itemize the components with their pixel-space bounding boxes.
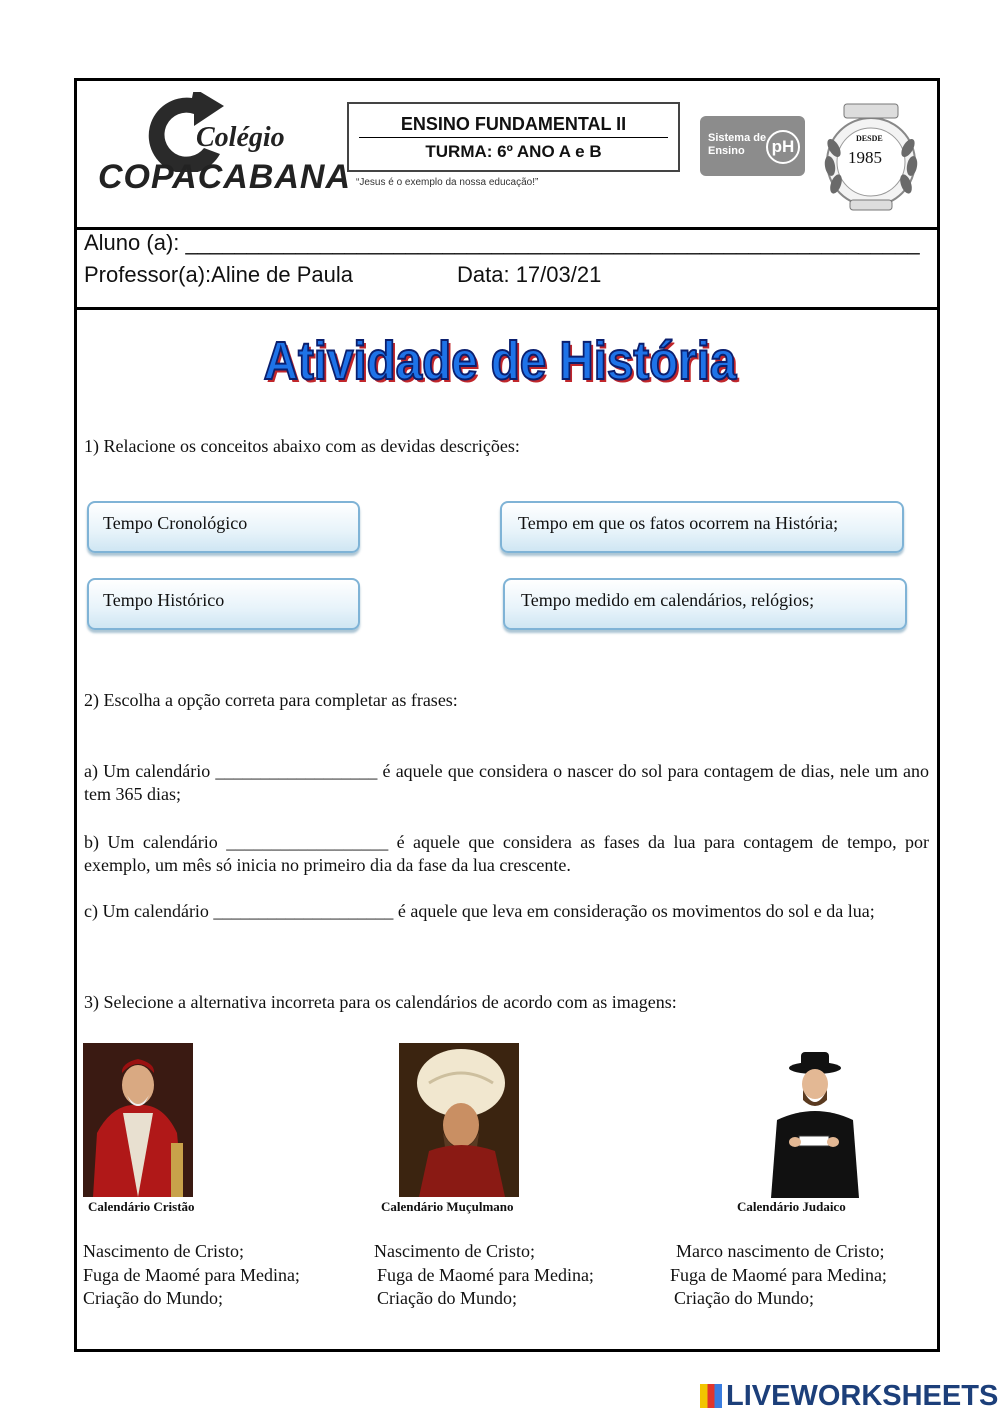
question-2c[interactable]: c) Um calendário ____________________ é aquele que leva em consideração os movimentos do sol e da lua; — [84, 901, 875, 921]
options-christian — [83, 1240, 300, 1311]
date-label: Data: 17/03/21 — [457, 262, 602, 287]
rabbi-photo-image — [765, 1050, 865, 1198]
question-2-prompt: 2) Escolha a opção correta para completar as frases: — [84, 690, 458, 710]
school-name-line2: COPACABANA — [98, 158, 352, 196]
school-motto: “Jesus é o exemplo da nossa educação!” — [356, 177, 539, 188]
question-3-prompt: 3) Selecione a alternativa incorreta para os calendários de acordo com as imagens: — [84, 992, 677, 1012]
sultan-portrait-image — [399, 1043, 519, 1197]
seal-year: 1985 — [848, 148, 882, 167]
question-2a[interactable]: a) Um calendário __________________ é aquele que considera o nascer do sol para contagem de dias, nele um ano tem 365 dias; — [84, 761, 929, 804]
page-title: Atividade de História — [263, 331, 737, 391]
seal-top-text: DESDE — [856, 134, 883, 143]
class-info-box — [347, 102, 680, 172]
options-jewish — [670, 1240, 887, 1311]
option-jewish-2[interactable]: Fuga de Maomé para Medina; — [670, 1264, 887, 1285]
option-christian-3[interactable]: Criação do Mundo; — [83, 1288, 223, 1308]
school-name-line1: Colégio — [196, 122, 285, 153]
teacher-name: Professor(a):Aline de Paula — [84, 262, 354, 287]
caption-muslim: Calendário Muçulmano — [381, 1199, 514, 1214]
description-card-1[interactable]: Tempo em que os fatos ocorrem na História; — [500, 501, 904, 553]
caption-jewish: Calendário Judaico — [737, 1199, 846, 1214]
option-christian-2[interactable]: Fuga de Maomé para Medina; — [83, 1264, 300, 1285]
option-christian-1[interactable]: Nascimento de Cristo; — [83, 1241, 244, 1261]
system-label: Sistema de Ensino — [708, 132, 767, 157]
liveworksheets-icon — [700, 1384, 722, 1408]
ph-system-logo — [700, 116, 805, 176]
option-muslim-3[interactable]: Criação do Mundo; — [377, 1288, 517, 1308]
caption-christian: Calendário Cristão — [88, 1199, 195, 1214]
info-divider — [74, 307, 940, 310]
pope-portrait-image — [83, 1043, 193, 1197]
school-seal — [812, 98, 930, 216]
option-jewish-1[interactable]: Marco nascimento de Cristo; — [676, 1241, 885, 1261]
description-card-2[interactable]: Tempo medido em calendários, relógios; — [503, 578, 907, 630]
option-muslim-1[interactable]: Nascimento de Cristo; — [374, 1241, 535, 1261]
liveworksheets-logo — [700, 1380, 998, 1413]
options-muslim — [374, 1240, 594, 1311]
ph-icon: pH — [766, 130, 800, 164]
education-level: ENSINO FUNDAMENTAL II — [400, 114, 627, 134]
brand-text: LIVEWORKSHEETS — [726, 1380, 999, 1412]
box-separator — [359, 137, 668, 138]
option-jewish-3[interactable]: Criação do Mundo; — [674, 1288, 814, 1308]
concept-card-historico[interactable]: Tempo Histórico — [87, 578, 360, 630]
class-label: TURMA: 6º ANO A e B — [425, 142, 602, 161]
question-1-prompt: 1) Relacione os conceitos abaixo com as devidas descrições: — [84, 436, 520, 456]
student-name-line[interactable]: Aluno (a): ____________________________________________________________ — [84, 230, 920, 255]
question-2b[interactable]: b) Um calendário __________________ é aquele que considera as fases da lua para contagem de tempo, por exemplo, um mês só inicia no primeiro dia da fase da lua crescente. — [84, 832, 929, 875]
school-logo — [92, 92, 352, 202]
option-muslim-2[interactable]: Fuga de Maomé para Medina; — [377, 1264, 594, 1285]
concept-card-cronologico[interactable]: Tempo Cronológico — [87, 501, 360, 553]
